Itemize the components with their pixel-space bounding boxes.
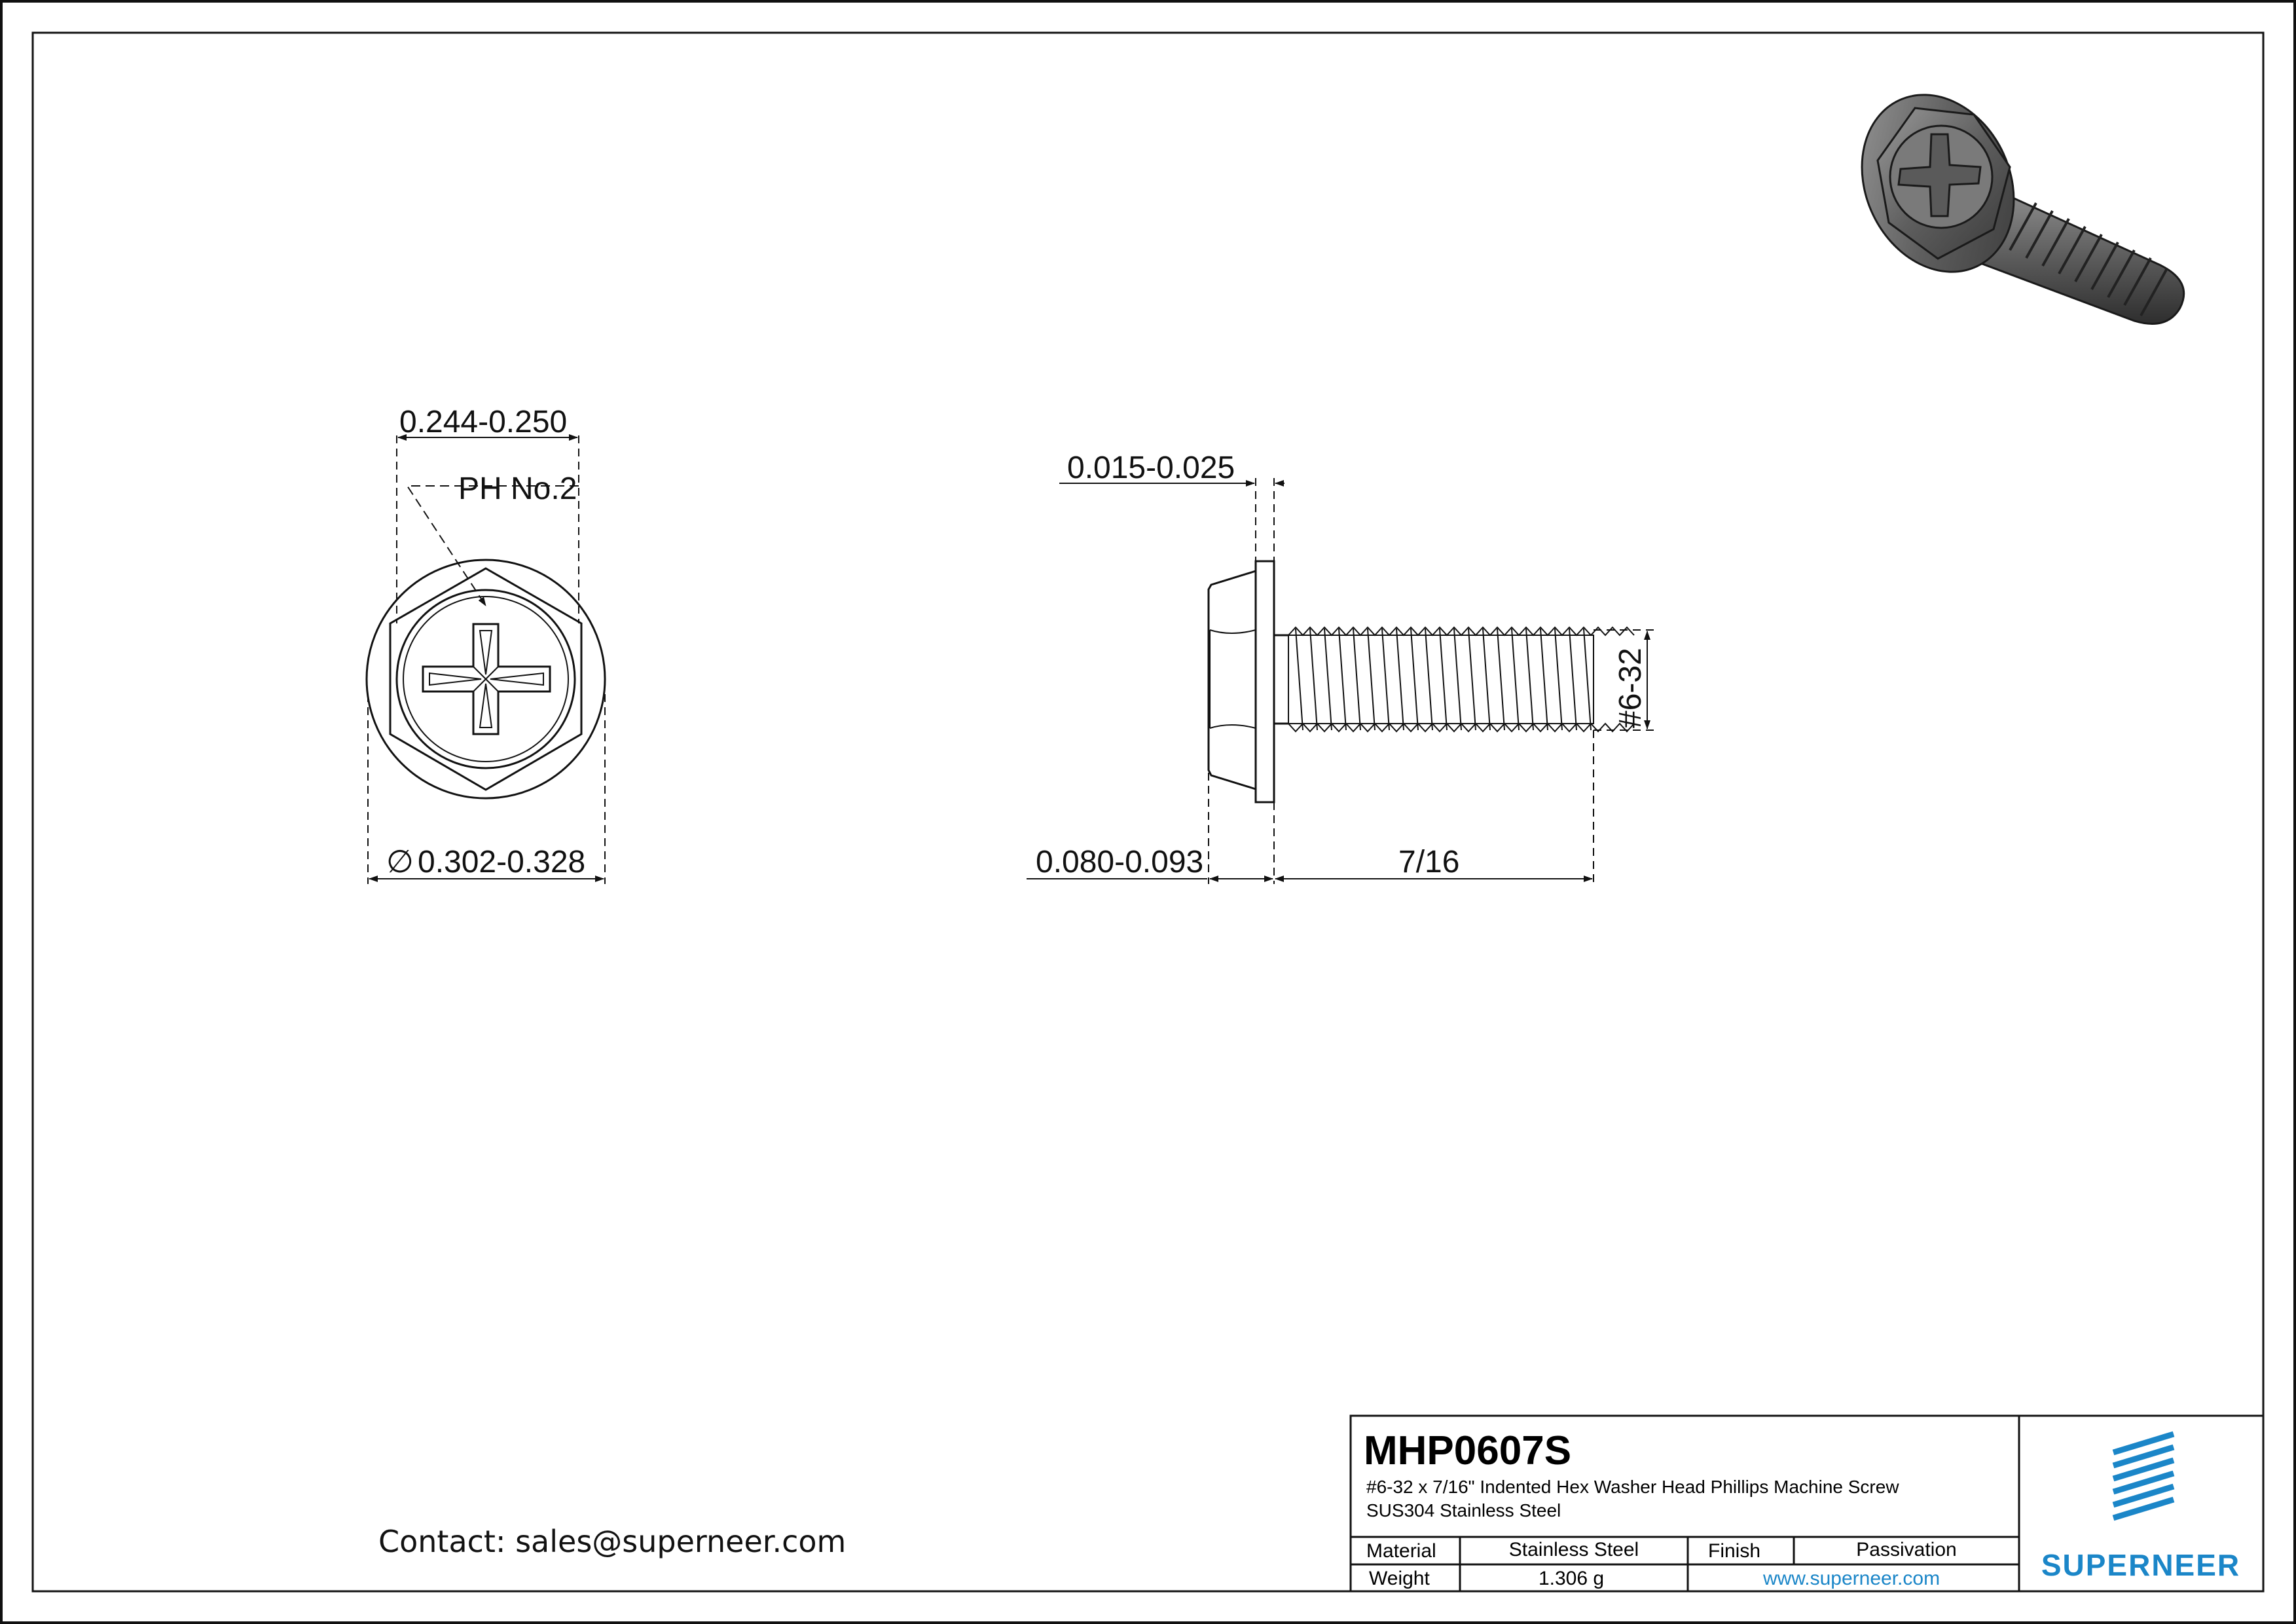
website-link[interactable]: www.superneer.com [1762,1568,1941,1589]
description-line1: #6-32 x 7/16" Indented Hex Washer Head Phillips Machine Screw [1366,1477,1899,1497]
screw-3d-render [1834,70,2184,324]
weight-value: 1.306 g [1538,1568,1605,1589]
washer-flange [1256,561,1274,802]
weight-label: Weight [1369,1568,1430,1589]
finish-label: Finish [1708,1540,1761,1562]
description-line2: SUS304 Stainless Steel [1366,1500,1561,1521]
contact-email[interactable]: Contact: sales@superneer.com [378,1524,847,1559]
finish-value: Passivation [1856,1539,1957,1560]
dim-head-height: 0.080-0.093 [1036,845,1204,879]
dim-length: 7/16 [1398,845,1460,879]
part-number: MHP0607S [1364,1428,1572,1473]
brand-name: SUPERNEER [2041,1548,2241,1582]
material-label: Material [1366,1540,1436,1562]
dim-washer-diameter: 0.302-0.328 [418,845,586,879]
dim-across-flats: 0.244-0.250 [399,405,568,439]
dim-recess: PH No.2 [458,471,577,506]
side-view [1209,561,1634,802]
dim-thread: #6-32 [1613,648,1648,728]
diameter-symbol: ∅ [386,845,414,879]
thread-lines [1296,629,1591,730]
thread-crests-top [1288,627,1634,635]
superneer-logo-icon [2113,1434,2174,1518]
top-view [367,560,605,798]
hex-head [1209,571,1256,789]
side-view-dimensions [1027,478,1655,884]
dim-washer-thickness: 0.015-0.025 [1067,451,1235,485]
material-value: Stainless Steel [1508,1539,1639,1560]
